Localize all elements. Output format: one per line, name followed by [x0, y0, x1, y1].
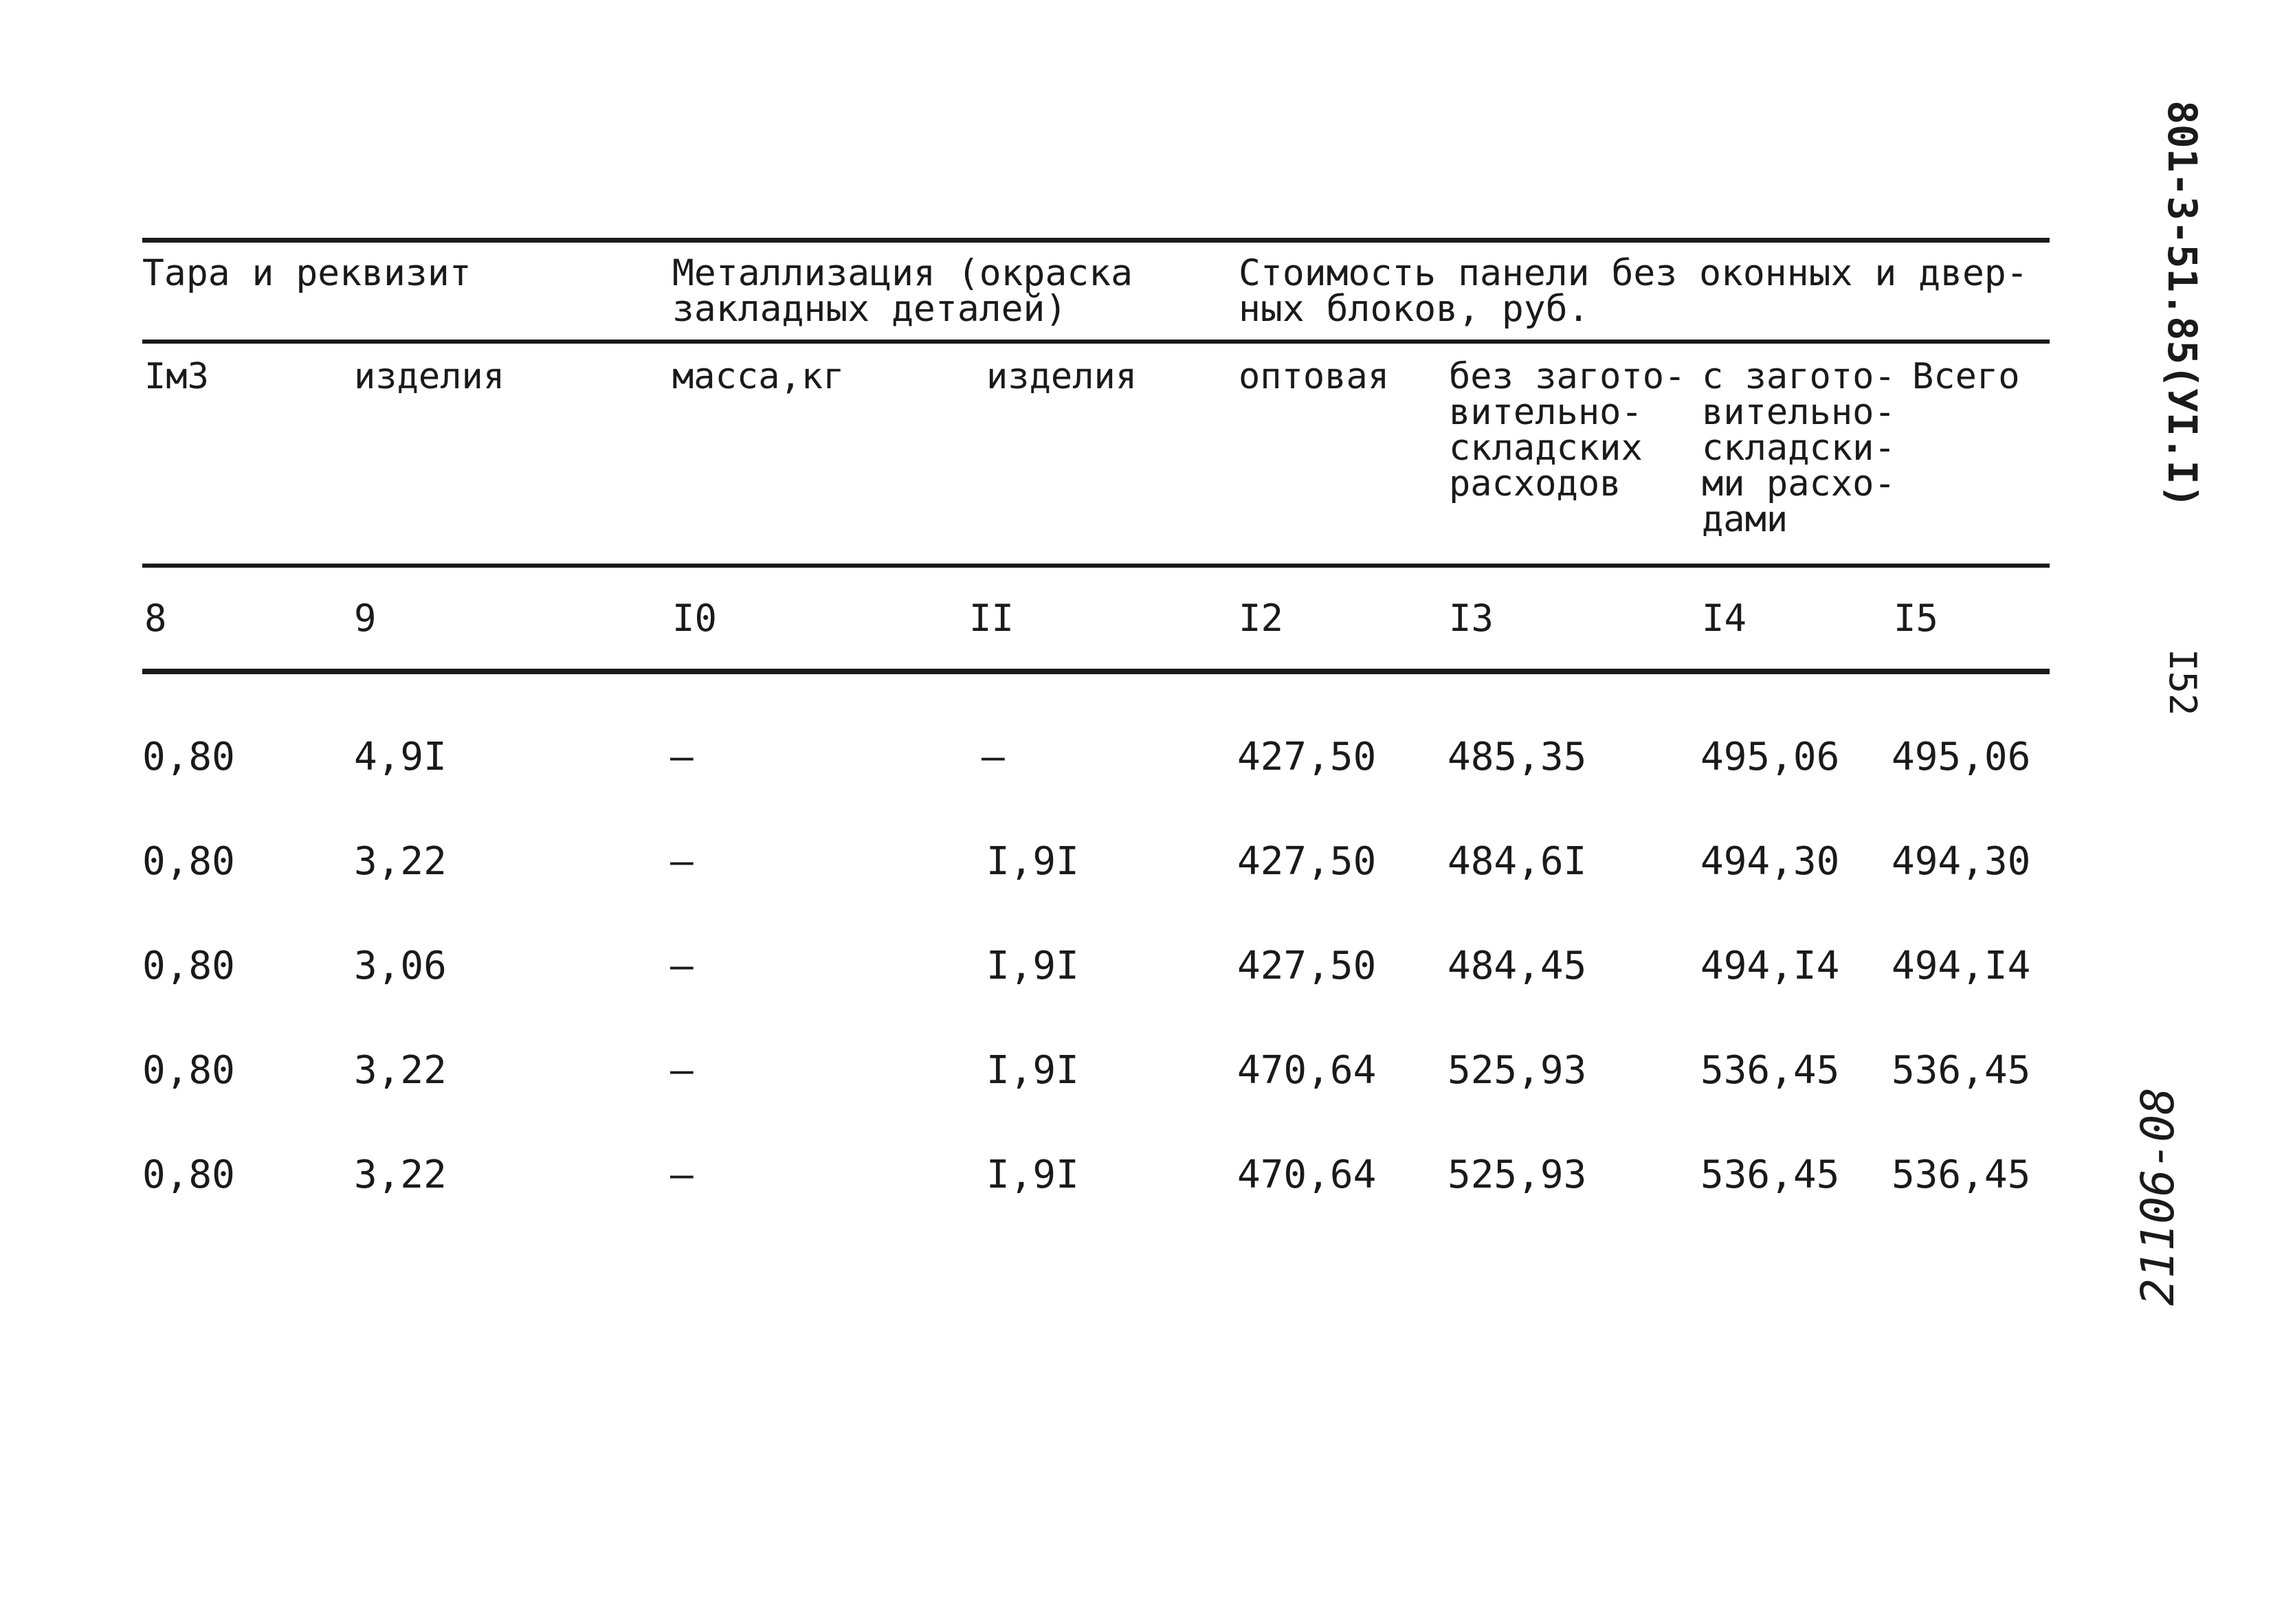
- table-cell: I,9I: [986, 1048, 1079, 1093]
- document-code: 801-3-51.85(УI.I): [2159, 100, 2206, 509]
- table-cell: 427,50: [1237, 839, 1377, 884]
- table-cell: 0,80: [142, 1153, 235, 1197]
- table-cell: 525,93: [1448, 1153, 1587, 1197]
- table-cell: 0,80: [142, 839, 235, 884]
- column-number-8: I5: [1894, 597, 1939, 640]
- column-header-8: Всего: [1912, 356, 2020, 397]
- table-cell: 3,22: [354, 1048, 447, 1093]
- column-header-6: без загото- вительно- складских расходов: [1449, 356, 1686, 504]
- table-cell: –: [670, 735, 694, 779]
- header-bottom-rule: [142, 564, 2050, 568]
- table-cell: 494,I4: [1892, 944, 2031, 988]
- table-cell: –: [982, 735, 1005, 779]
- table-top-rule: [142, 238, 2050, 243]
- column-header-1: Iм3: [144, 356, 209, 397]
- column-number-7: I4: [1702, 597, 1747, 640]
- table-cell: 0,80: [142, 735, 235, 779]
- table-cell: 494,30: [1700, 839, 1840, 884]
- table-cell: 3,22: [354, 1153, 447, 1197]
- column-header-7: с загото- вительно- складски- ми расхо- дами: [1702, 356, 1896, 540]
- header-group-rule: [142, 340, 2050, 344]
- column-number-1: 8: [144, 597, 167, 640]
- table-cell: 0,80: [142, 1048, 235, 1093]
- table-cell: 484,45: [1448, 944, 1587, 988]
- column-number-3: I0: [672, 597, 718, 640]
- table-cell: –: [670, 944, 694, 988]
- column-number-5: I2: [1239, 597, 1284, 640]
- table-cell: 0,80: [142, 944, 235, 988]
- group-header-tara: Тара и реквизит: [142, 252, 472, 294]
- table-cell: 485,35: [1448, 735, 1587, 779]
- table-cell: 495,06: [1892, 735, 2031, 779]
- table-cell: 4,9I: [354, 735, 447, 779]
- table-cell: 494,30: [1892, 839, 2031, 884]
- table-cell: 536,45: [1700, 1153, 1840, 1197]
- column-header-2: изделия: [354, 356, 505, 397]
- table-cell: 536,45: [1892, 1048, 2031, 1093]
- table-cell: –: [670, 1048, 694, 1093]
- table-cell: 494,I4: [1700, 944, 1840, 988]
- column-header-3: масса,кг: [672, 356, 845, 397]
- column-number-4: II: [969, 597, 1014, 640]
- page-number: I52: [2161, 649, 2204, 716]
- table-cell: –: [670, 1153, 694, 1197]
- table-cell: 525,93: [1448, 1048, 1587, 1093]
- sheet-code: 21106-08: [2131, 1087, 2184, 1306]
- table-cell: 470,64: [1237, 1153, 1377, 1197]
- table-cell: 536,45: [1700, 1048, 1840, 1093]
- table-cell: 427,50: [1237, 735, 1377, 779]
- table-cell: I,9I: [986, 944, 1079, 988]
- column-number-2: 9: [354, 597, 377, 640]
- table-cell: 495,06: [1700, 735, 1840, 779]
- table-cell: –: [670, 839, 694, 884]
- column-number-6: I3: [1449, 597, 1494, 640]
- column-header-5: оптовая: [1239, 356, 1390, 397]
- group-header-metallization: Металлизация (окраска закладных деталей): [672, 252, 1133, 330]
- table-cell: 484,6I: [1448, 839, 1587, 884]
- table-cell: 3,22: [354, 839, 447, 884]
- table-cell: I,9I: [986, 839, 1079, 884]
- group-header-cost: Стоимость панели без оконных и двер- ных блоков, руб.: [1239, 252, 2028, 330]
- table-cell: 470,64: [1237, 1048, 1377, 1093]
- table-cell: I,9I: [986, 1153, 1079, 1197]
- column-header-4: изделия: [986, 356, 1138, 397]
- table-cell: 3,06: [354, 944, 447, 988]
- table-cell: 427,50: [1237, 944, 1377, 988]
- table-cell: 536,45: [1892, 1153, 2031, 1197]
- column-numbers-rule: [142, 669, 2050, 674]
